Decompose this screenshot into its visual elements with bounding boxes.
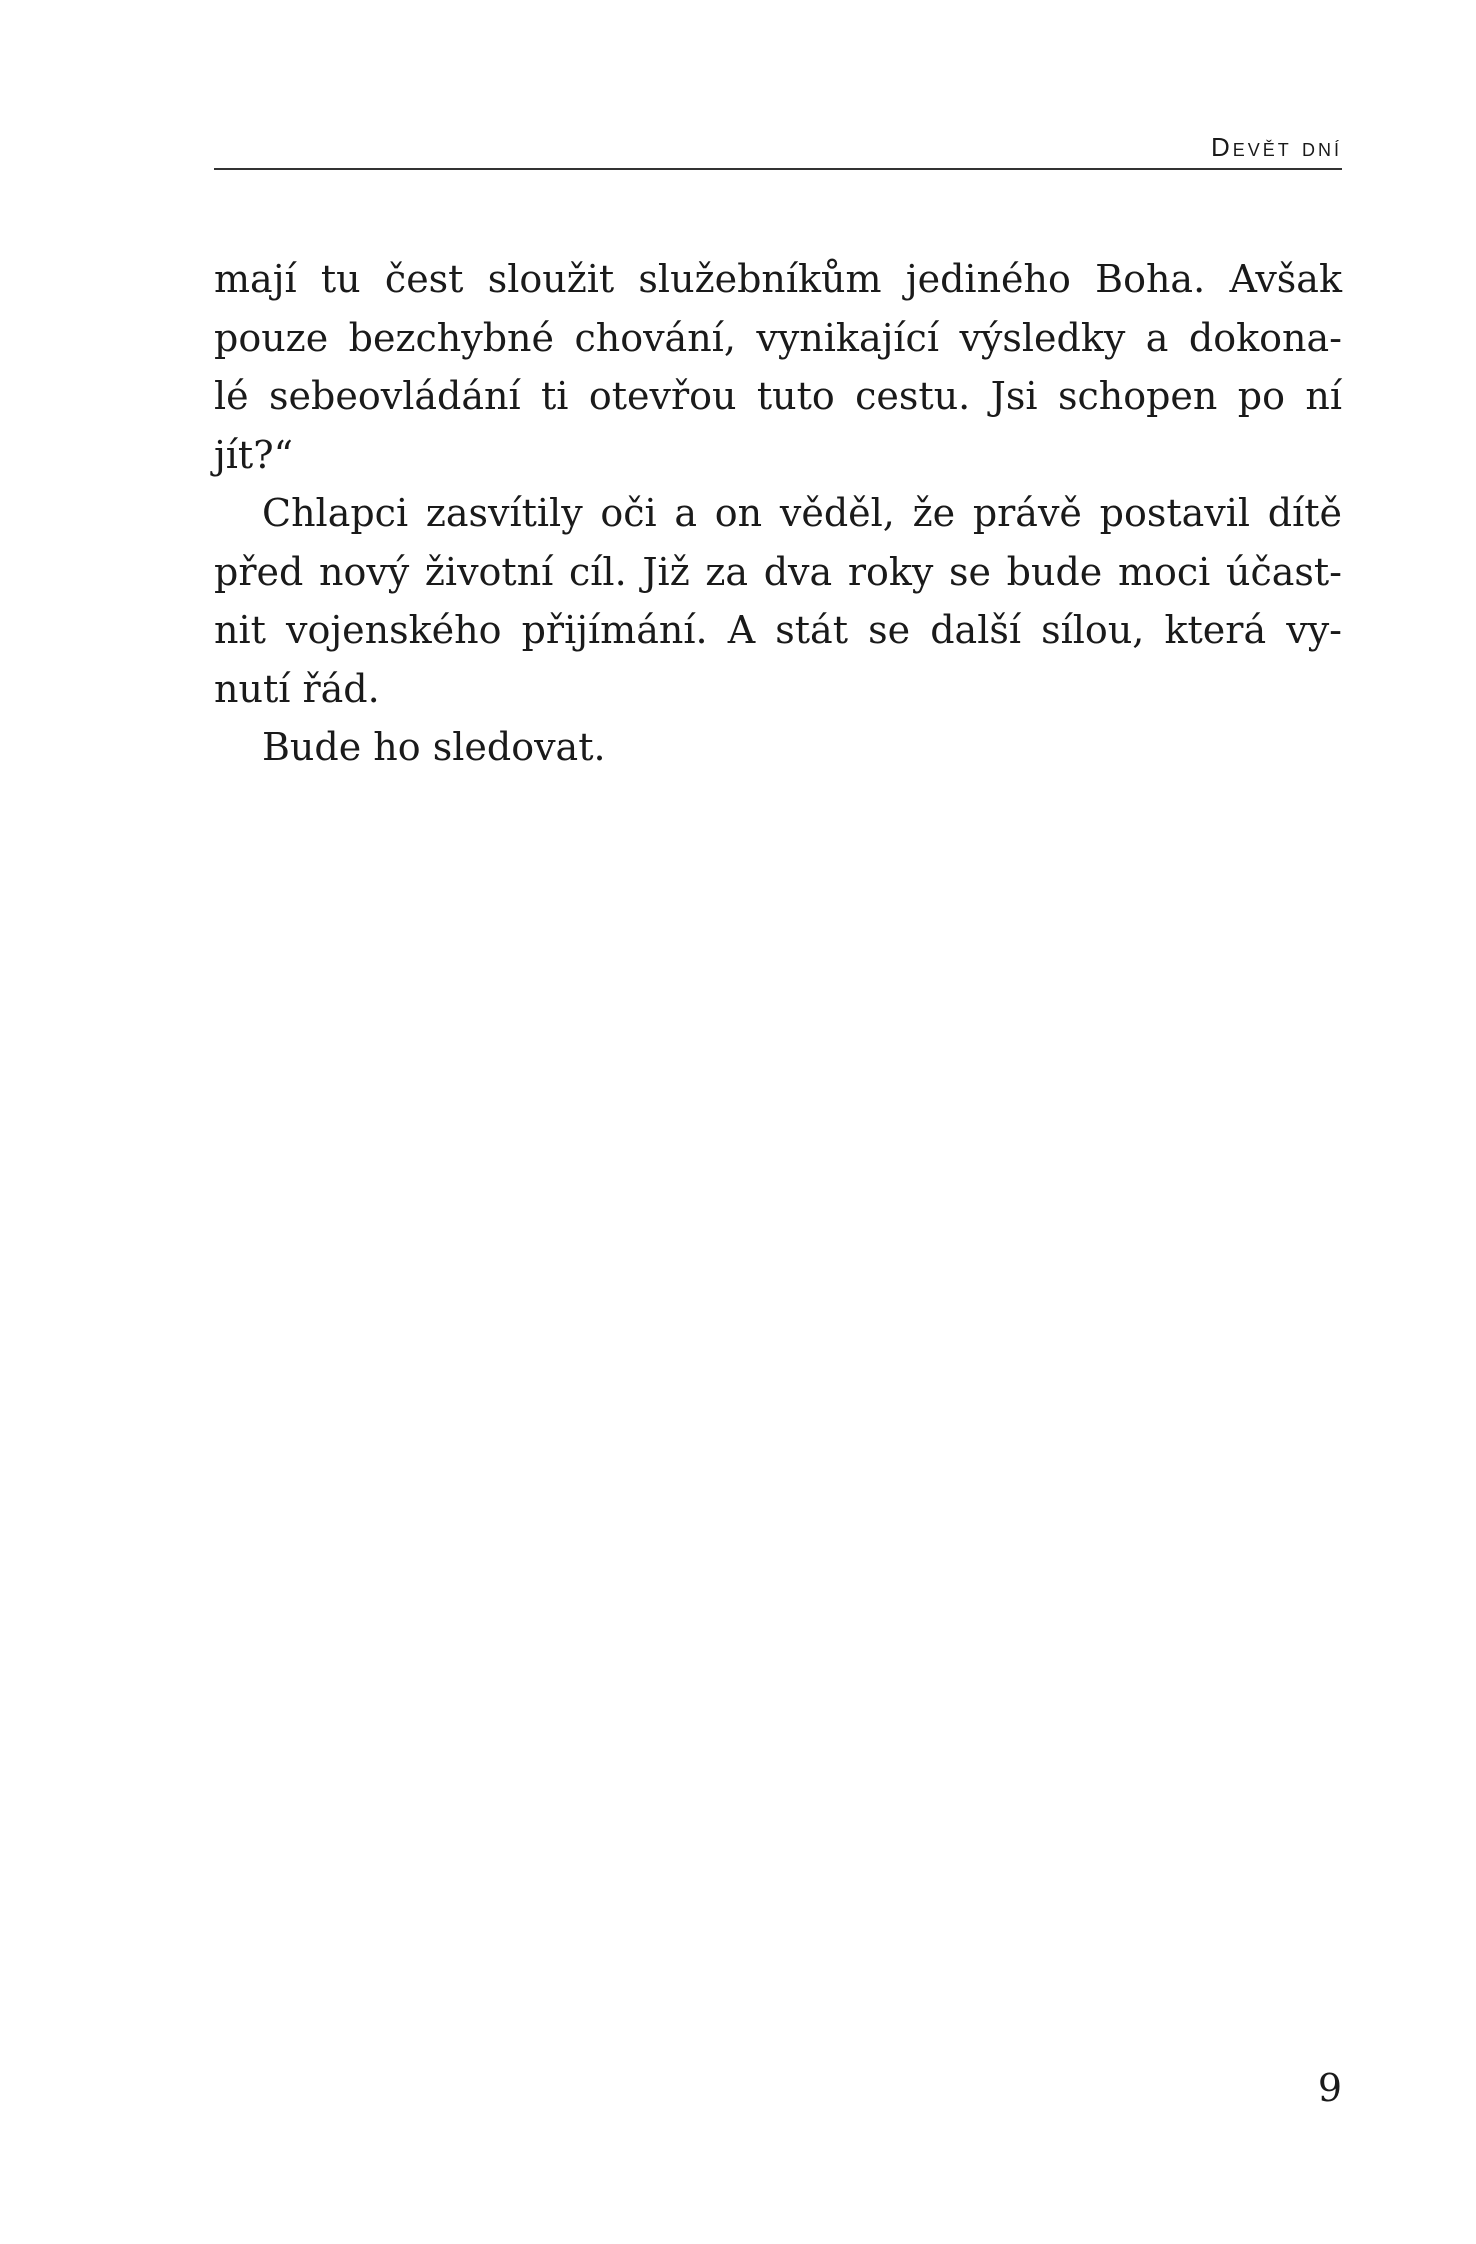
text-line: nutí řád. bbox=[214, 666, 380, 711]
running-head-title: Devět dní bbox=[1210, 132, 1342, 162]
text-line: před nový životní cíl. Již za dva roky se bude moci účast- bbox=[214, 549, 1342, 594]
text-line: jít?“ bbox=[214, 432, 294, 477]
page-number: 9 bbox=[1317, 2066, 1342, 2110]
text-line: nit vojenského přijímání. A stát se další sílou, která vy- bbox=[214, 608, 1342, 652]
text-line: mají tu čest sloužit služebníkům jediného Boha. Avšak bbox=[214, 257, 1342, 301]
text-line: Bude ho sledovat. bbox=[262, 725, 606, 769]
running-head bbox=[214, 128, 1342, 170]
body-text bbox=[214, 250, 1342, 777]
text-line: pouze bezchybné chování, vynikající výsledky a dokona- bbox=[214, 315, 1342, 360]
text-line: Chlapci zasvítily oči a on věděl, že právě postavil dítě bbox=[262, 491, 1342, 535]
text-line: lé sebeovládání ti otevřou tuto cestu. Jsi schopen po ní bbox=[214, 374, 1342, 418]
